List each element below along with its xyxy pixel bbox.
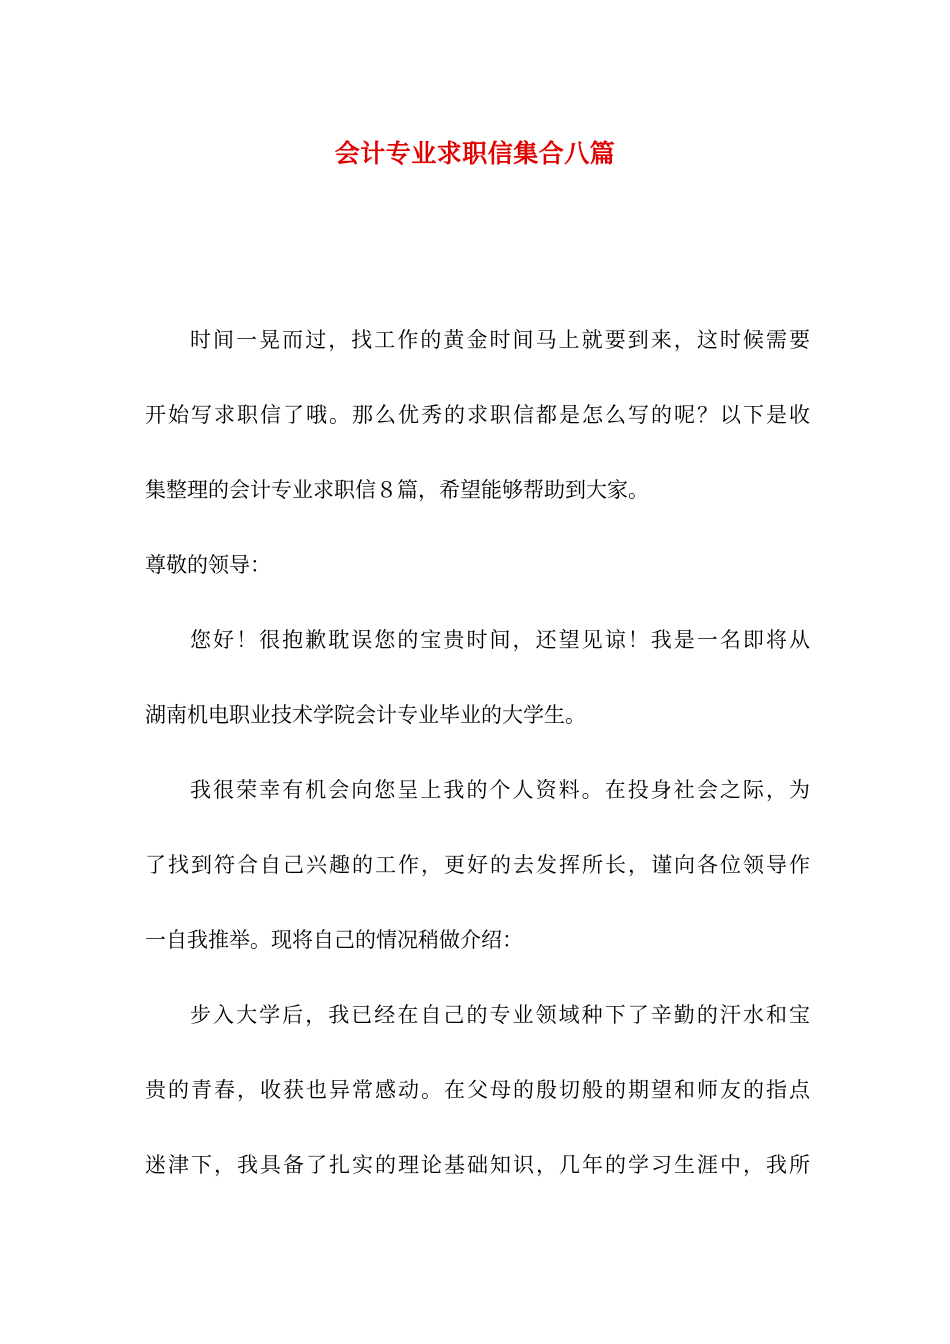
paragraph-line: 我很荣幸有机会向您呈上我的个人资料。在投身社会之际，为 — [190, 778, 810, 802]
paragraph-line: 一自我推举。现将自己的情况稍做介绍： — [145, 928, 523, 952]
paragraph-line: 湖南机电职业技术学院会计专业毕业的大学生。 — [145, 703, 586, 727]
paragraph-line: 开始写求职信了哦。那么优秀的求职信都是怎么写的呢？以下是收 — [145, 403, 810, 427]
paragraph-line: 贵的青春，收获也异常感动。在父母的殷切般的期望和师友的指点 — [145, 1078, 810, 1102]
salutation-line: 尊敬的领导： — [145, 553, 271, 577]
paragraph-line: 集整理的会计专业求职信８篇，希望能够帮助到大家。 — [145, 478, 649, 502]
document-title: 会计专业求职信集合八篇 — [334, 139, 616, 168]
paragraph-line: 时间一晃而过，找工作的黄金时间马上就要到来，这时候需要 — [190, 328, 810, 352]
paragraph-line: 了找到符合自己兴趣的工作，更好的去发挥所长，谨向各位领导作 — [145, 853, 810, 877]
paragraph-line: 迷津下，我具备了扎实的理论基础知识，几年的学习生涯中，我所 — [145, 1153, 810, 1177]
paragraph-line: 步入大学后，我已经在自己的专业领域种下了辛勤的汗水和宝 — [190, 1003, 810, 1027]
paragraph-line: 您好！很抱歉耽误您的宝贵时间，还望见谅！我是一名即将从 — [190, 628, 810, 652]
